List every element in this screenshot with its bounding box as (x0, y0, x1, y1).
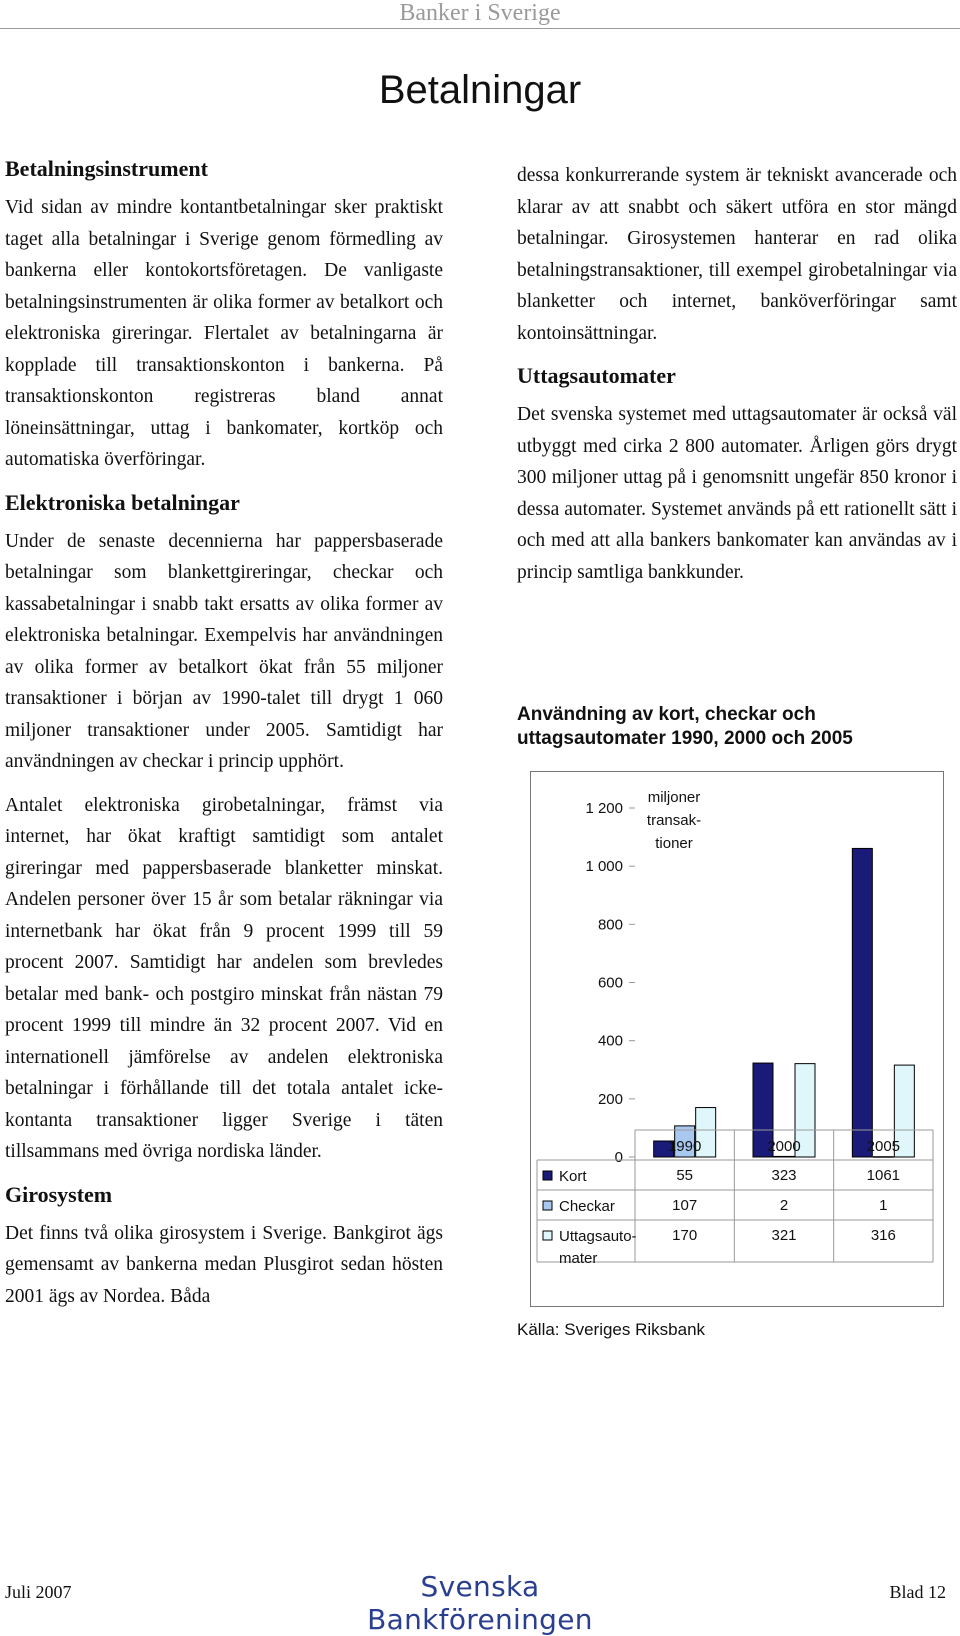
legend-swatch-checkar (543, 1201, 552, 1210)
bar-checkar-2000 (774, 1156, 794, 1157)
y-tick-label: 600 (597, 974, 623, 992)
bar-kort-2005 (852, 848, 872, 1157)
chart-box (530, 771, 944, 1307)
y-tick-label: 0 (614, 1149, 623, 1166)
paragraph-uttagsautomater: Det svenska systemet med uttagsautomater är också väl utbyggt med cirka 2 800 automater. Årligen görs drygt 300 miljoner uttag på i genomsnitt ungefär 850 kronor i dessa automater. Systemet används på ett rationellt sätt i och med att alla bankers bankomater kan användas av i princip samtliga bankkunder. (517, 404, 957, 583)
y-tick-label: 800 (597, 916, 623, 934)
chart-source: Källa: Sveriges Riksbank (517, 1320, 706, 1339)
bar-checkar-2005 (873, 1157, 893, 1158)
data-label: 170 (672, 1227, 698, 1244)
paragraph-betalningsinstrument: Vid sidan av mindre kontantbetalningar sker praktiskt taget alla betalningar i Sverige genom förmedling av bankerna eller kontokortsföretagen. De vanligaste betalningsinstrumenten är olika former av betalkort och elektroniska gireringar. Flertalet av betalningarna är kopplade till transaktionskonton i bankerna. På transaktionskonton registreras bland annat löneinsättningar, uttag i bankomater, kortköp och automatiska överföringar. (5, 197, 443, 470)
y-unit-label: miljoner (647, 789, 701, 806)
paragraph-girosystem-cont: dessa konkurrerande system är tekniskt avancerade och klarar av att snabbt och säkert utföra en stor mängd betalningar. Girosystemen hanterar en rad olika betalningstransaktioner, till exempel girobetalningar via blanketter och internet, banköverföringar samt kontoinsättningar. (517, 165, 957, 344)
page-title: Betalningar (378, 68, 582, 112)
usage-bar-chart (531, 772, 943, 1306)
data-label: 1 (879, 1197, 888, 1214)
y-unit-label: tioner (655, 835, 693, 852)
data-label: 316 (870, 1227, 896, 1244)
data-label: 1061 (866, 1167, 901, 1184)
paragraph-antalet: Antalet elektroniska girobetalningar, främst via internet, har ökat kraftigt samtidigt som antalet gireringar med pappersbaserade blanketter minskat. Andelen personer över 15 år som betalar räkningar via internetbank har ökat från 9 procent 1999 till 59 procent 2007. Samtidigt har andelen som brevledes betalar med bank- och postgiro minskat från nästan 79 procent 1999 till mindre än 32 procent 2007. Vid en internationell jämförelse av andelen elektroniska betalningar i förhållande till det totala antalet icke-kontanta transaktioner ligger Sverige i täten tillsammans med övriga nordiska länder. (5, 794, 443, 1162)
left-column (5, 154, 443, 1312)
x-category-label: 2000 (767, 1138, 801, 1155)
legend-swatch-uttagsautomater (543, 1231, 552, 1240)
running-header: Banker i Sverige (399, 0, 561, 26)
chart-title: Användning av kort, checkar och uttagsautomater 1990, 2000 och 2005 (517, 704, 853, 749)
data-label: 55 (676, 1167, 694, 1184)
legend-label: Uttagsauto- (559, 1228, 637, 1245)
paragraph-girosystem: Det finns två olika girosystem i Sverige. Bankgirot ägs gemensamt av bankerna medan Plusgirot sedan hösten 2001 ägs av Nordea. Båda (5, 1222, 443, 1307)
data-label: 2 (779, 1197, 789, 1214)
data-label: 107 (672, 1197, 698, 1214)
legend-label: Checkar (559, 1198, 615, 1215)
legend-label: mater (559, 1250, 598, 1267)
legend-swatch-kort (543, 1171, 552, 1180)
y-tick-label: 1 200 (585, 800, 623, 817)
header-rule (0, 28, 960, 29)
heading-betalningsinstrument: Betalningsinstrument (5, 156, 208, 181)
footer-page-number: Blad 12 (889, 1582, 946, 1602)
paragraph-elektroniska-betalningar: Under de senaste decennierna har pappersbaserade betalningar som blankettgireringar, checkar och kassabetalningar i snabb takt ersatts av olika former av elektroniska betalningar. Exempelvis har användningen av olika former av betalkort ökat från 55 miljoner transaktioner i början av 1990-talet till drygt 1 060 miljoner transaktioner under 2005. Samtidigt har användningen av checkar i princip upphört. (5, 530, 443, 772)
heading-girosystem: Girosystem (5, 1181, 113, 1207)
heading-uttagsautomater: Uttagsautomater (517, 363, 676, 388)
legend-label: Kort (559, 1168, 587, 1185)
y-tick-label: 400 (597, 1032, 623, 1050)
heading-elektroniska-betalningar: Elektroniska betalningar (5, 489, 240, 515)
footer-date: Juli 2007 (5, 1582, 72, 1602)
x-category-label: 2005 (866, 1138, 901, 1155)
x-category-label: 1990 (667, 1138, 702, 1155)
data-label: 321 (771, 1227, 797, 1244)
y-tick-label: 200 (597, 1090, 623, 1108)
bankforeningen-logo: Svenska Bankföreningen (367, 1570, 593, 1636)
y-tick-label: 1 000 (585, 858, 623, 876)
data-label: 323 (771, 1167, 797, 1184)
right-column (517, 160, 957, 588)
y-unit-label: transak- (646, 812, 702, 829)
